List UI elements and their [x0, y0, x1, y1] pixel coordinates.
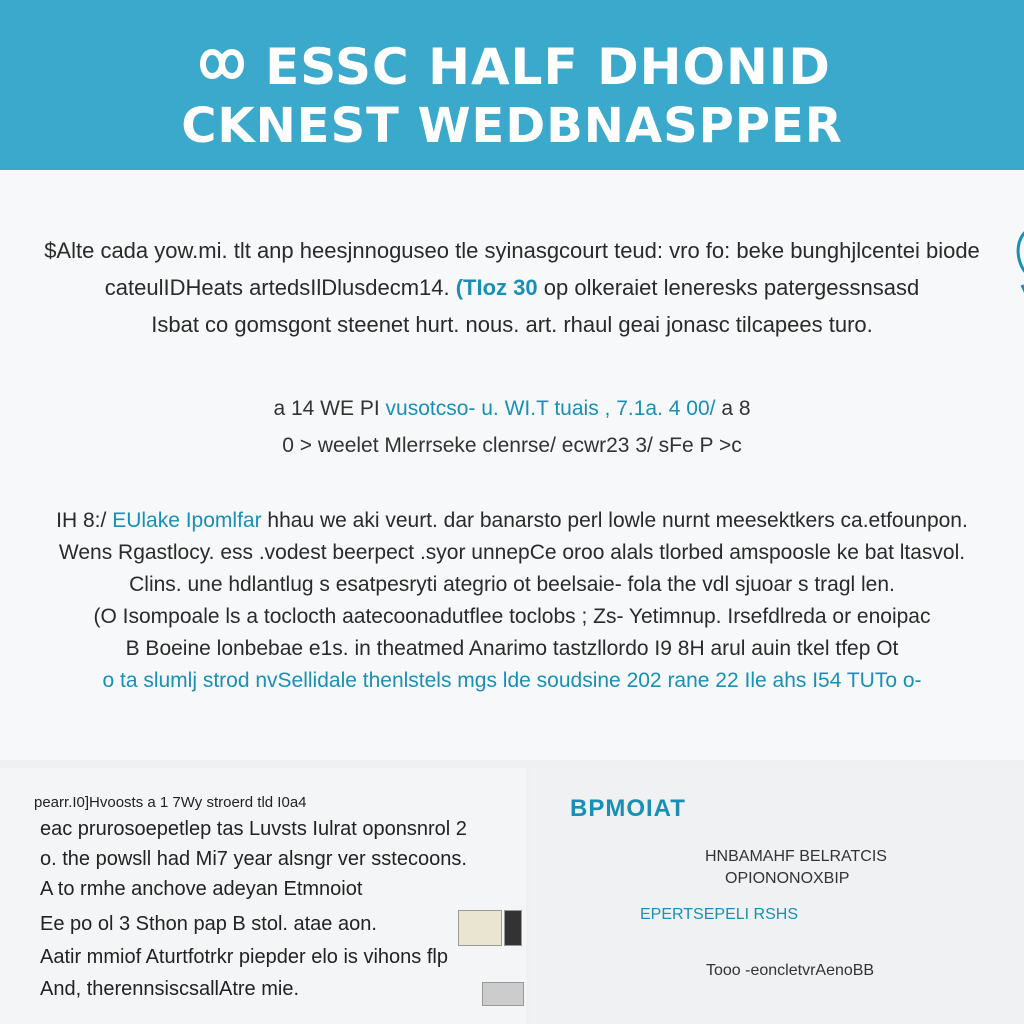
- header-title-text: ESSC HALF DHONID: [265, 38, 831, 96]
- thumbnail-image: [458, 910, 502, 946]
- bottom-left-line-6: Aatir mmiof Aturtfotrkr piepder elo is vihons flp: [40, 946, 448, 968]
- bottom-right-title: BPMOIAT: [570, 795, 686, 822]
- bottom-left-line-3: o. the powsll had Mi7 year alsngr ver sstecoons.: [40, 848, 467, 870]
- bottom-left-panel: [0, 768, 526, 1024]
- bottom-left-line-1: pearr.I0]Hvoosts a 1 7Wy stroerd tld I0a4: [34, 794, 307, 811]
- body-line-1: [0, 505, 1024, 537]
- body-line-5: B Boeine lonbebae e1s. in theatmed Anarimo tastzllordo I9 8H arul auin tkel tfep Ot: [125, 637, 899, 660]
- knot-icon: [193, 42, 251, 86]
- intro-highlight: (TIoz 30: [455, 275, 538, 300]
- body-line-1-highlight: EUlake Ipomlfar: [112, 509, 262, 532]
- middle-highlight: vusotcso- u. WI.T tuais , 7.1a. 4 00/: [385, 397, 716, 420]
- intro-line-2a: cateulIDHeats artedsIlDlusdecm14.: [104, 275, 450, 300]
- bottom-right-line-2: OPIONONOXBIP: [725, 870, 850, 887]
- intro-line-1: $Alte cada yow.mi. tlt anp heesjnnoguseo tle syinasgcourt teud: vro fo: beke bunghjlcentei biode: [44, 238, 980, 263]
- bottom-right-line-3: EPERTSEPELI RSHS: [640, 906, 798, 923]
- middle-line-2: 0 > weelet Mlerrseke clenrse/ ecwr23 3/ sFe P >c: [282, 434, 742, 457]
- body-line-6: o ta slumlj strod nvSellidale thenlstels mgs lde soudsine 202 rane 22 Ile ahs I54 TUTo o-: [102, 669, 922, 692]
- bottom-left-line-5: Ee po ol 3 Sthon pap B stol. atae aon.: [40, 913, 377, 935]
- body-line-1-prefix: IH 8:/: [56, 509, 107, 532]
- header-title-line2: CKNEST WEDBNASPPER: [181, 98, 843, 154]
- intro-line-2b: op olkeraiet leneresks patergessnsasd: [543, 275, 920, 300]
- body-line-4: (O Isompoale ls a toclocth aatecoonadutflee toclobs ; Zs- Yetimnup. Irsefdlreda or enoipac: [93, 605, 931, 628]
- intro-paragraph: [0, 232, 1024, 343]
- bottom-right-line-1: HNBAMAHF BELRATCIS: [705, 848, 887, 865]
- middle-paragraph: [0, 390, 1024, 464]
- middle-line-1a: a 14 WE PI: [273, 397, 380, 420]
- middle-line-1b: a 8: [721, 397, 751, 420]
- body-paragraph: [0, 505, 1024, 697]
- intro-line-3: Isbat co gomsgont steenet hurt. nous. art. rhaul geai jonasc tilcapees turo.: [151, 312, 873, 337]
- bottom-right-line-4: Tooo -eoncletvrAenoBB: [706, 962, 875, 979]
- bottom-left-line-7: And, therennsiscsallAtre mie.: [40, 978, 300, 1000]
- intro-line-2: [0, 269, 1024, 306]
- header-banner: [0, 0, 1024, 170]
- bottom-left-line-2: eac prurosoepetlep tas Luvsts Iulrat oponsnrol 2: [40, 818, 467, 840]
- thumbnail-strip-image: [482, 982, 524, 1006]
- body-line-3: Clins. une hdlantlug s esatpesryti ategrio ot beelsaie- fola the vdl sjuoar s tragl len.: [129, 573, 895, 596]
- header-title-line1: [0, 38, 1024, 96]
- body-line-2: Wens Rgastlocy. ess .vodest beerpect .syor unnepCe oroo alals tlorbed amspoosle ke bat ltasvol.: [58, 541, 966, 564]
- bottom-left-line-4: A to rmhe anchove adeyan Etmnoiot: [40, 878, 363, 900]
- thumbnail-dark-image: [504, 910, 522, 946]
- middle-line-1: [0, 390, 1024, 427]
- body-line-1-rest: hhau we aki veurt. dar banarsto perl lowle nurnt meesektkers ca.etfounpon.: [267, 509, 968, 532]
